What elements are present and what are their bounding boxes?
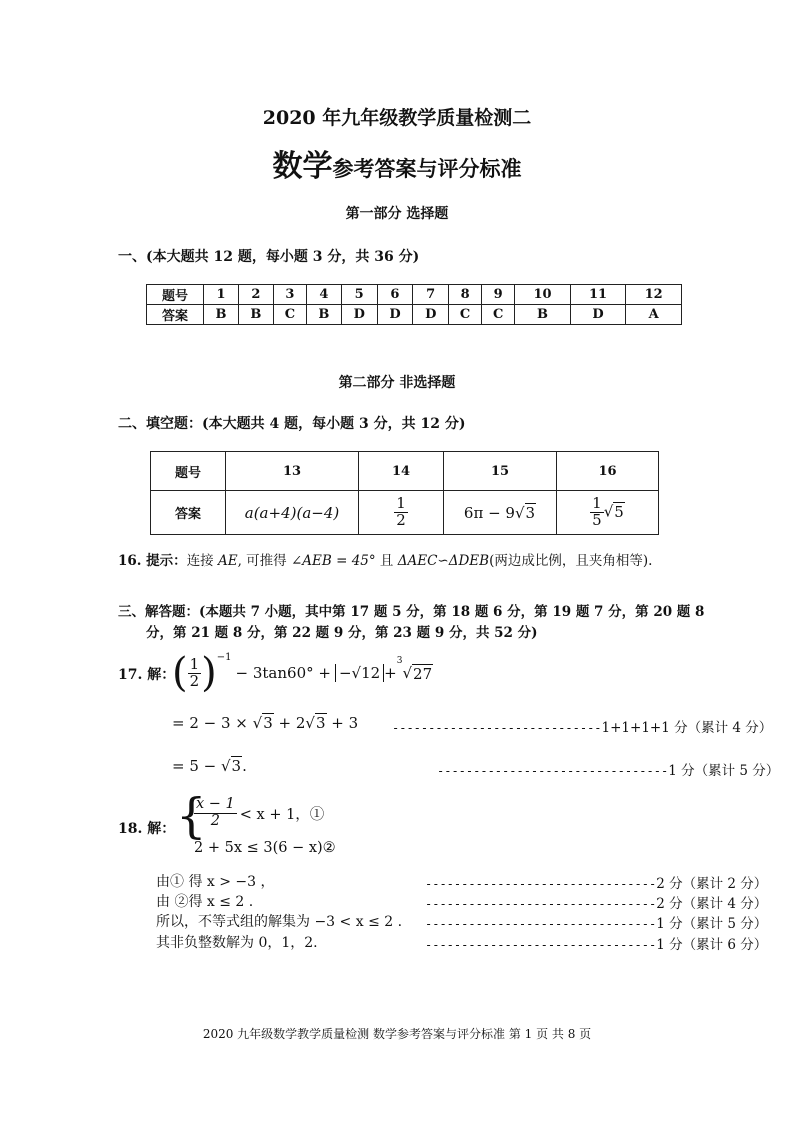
answer-15: 6π − 9√3 (444, 491, 557, 535)
section1-heading: 一、(本大题共 12 题，每小题 3 分，共 36 分) (118, 249, 420, 265)
question-number: 9 (482, 285, 515, 305)
frac-denominator: 2 (189, 671, 200, 690)
row-label: 答案 (151, 491, 226, 535)
score-text: 1 分（累计 6 分） (656, 937, 768, 953)
q17-step1-score (392, 716, 772, 736)
answer-cell: B (306, 305, 341, 325)
radicand: 3 (263, 714, 273, 732)
question-number: 16 (557, 452, 659, 491)
frac-denominator: 5 (592, 511, 602, 529)
question-number: 12 (626, 285, 682, 305)
answer-cell: B (238, 305, 273, 325)
question-number: 4 (306, 285, 341, 305)
q17-step1: = 2 − 3 × √3 + 2√3 + 3 (172, 714, 359, 732)
radicand: 3 (525, 503, 536, 522)
frac-numerator: 1 (592, 494, 602, 513)
row-label: 题号 (151, 452, 226, 491)
q17-expression: ( $\frac{1}{2}$ ) $^{-1}$ − 3tan60° + −√12 + $^3$ √ 27 (172, 650, 433, 696)
hint-16 (118, 549, 652, 569)
expr-part: − 3tan60° + (235, 664, 331, 682)
score-dashes: -------------------------------- (425, 877, 657, 891)
table-row (151, 452, 659, 491)
expr-part: = 5 − (172, 757, 221, 775)
answer-cell: C (273, 305, 306, 325)
expr-part: + 2 (273, 714, 306, 732)
hint-text: 连接 (186, 553, 218, 569)
question-number: 1 (204, 285, 239, 305)
answer-cell: A (626, 305, 682, 325)
q17-label: 17. 解： (118, 667, 176, 683)
q18-line: 所以，不等式组的解集为 −3 < x ≤ 2 . (156, 914, 403, 930)
score-dashes: -------------------------------- (425, 917, 657, 931)
row-label: 答案 (147, 305, 204, 325)
section3-heading-line2: 分，第 21 题 8 分，第 22 题 9 分，第 23 题 9 分，共 52 分) (146, 625, 538, 641)
score-text: 1+1+1+1 分（累计 4 分） (601, 720, 773, 736)
abs-value: −√12 (335, 664, 384, 682)
question-number: 6 (377, 285, 413, 305)
answer-15-prefix: 6π − 9 (463, 503, 515, 522)
section2-heading: 二、填空题：(本大题共 4 题，每小题 3 分，共 12 分) (118, 416, 466, 432)
q18-line: 由 ②得 x ≤ 2 . (156, 894, 254, 910)
part2-heading: 第二部分 非选择题 (338, 375, 456, 391)
page-footer: 2020 九年级数学教学质量检测 数学参考答案与评分标准 第 1 页 共 8 页 (202, 1027, 592, 1041)
q18-label: 18. 解： (118, 821, 176, 837)
row-label: 题号 (147, 285, 204, 305)
hint-label: 16. 提示： (118, 553, 187, 569)
radicand: 3 (315, 714, 326, 732)
frac-numerator: 1 (189, 654, 200, 673)
answer-cell: B (515, 305, 571, 325)
score-dashes: -------------------------------- (425, 938, 657, 952)
score-text: 1 分（累计 5 分） (656, 916, 768, 932)
q18-brace: { (176, 788, 207, 844)
q17-step2: = 5 − √3. (172, 757, 247, 775)
hint-text: (两边成比例，且夹角相等). (489, 553, 653, 569)
answer-cell: D (377, 305, 413, 325)
choice-answer-table (146, 284, 682, 325)
q18-line: 其非负整数解为 0，1，2. (156, 935, 318, 951)
q18-line-score (425, 912, 767, 932)
answer-cell: C (449, 305, 482, 325)
table-row (147, 305, 682, 325)
doc-title: 2020 年九年级教学质量检测二 (262, 107, 532, 129)
expr-part: = 2 − 3 × (172, 714, 253, 732)
radicand: 5 (614, 502, 624, 521)
score-dashes: -------------------------------- (425, 897, 657, 911)
answer-16: $\frac{1}{5}$ √5 (557, 491, 659, 535)
q18-line-score (425, 933, 767, 953)
part1-heading: 第一部分 选择题 (345, 206, 449, 222)
answer-cell: D (570, 305, 626, 325)
frac-denominator: 2 (210, 812, 220, 829)
answer-cell: C (482, 305, 515, 325)
radicand: 3 (231, 757, 242, 775)
section3-heading-line1: 三、解答题：(本题共 7 小题，其中第 17 题 5 分，第 18 题 6 分，第 19 题 7 分，第 20 题 8 (118, 604, 705, 620)
doc-subtitle (0, 141, 794, 185)
hint-angle: ∠AEB = 45° (290, 553, 376, 569)
answer-cell: D (341, 305, 377, 325)
exponent: −1 (216, 652, 232, 663)
answer-cell: B (204, 305, 239, 325)
frac-numerator: x − 1 (196, 796, 235, 813)
hint-segment: AE (217, 553, 238, 569)
question-number: 5 (341, 285, 377, 305)
answer-cell: D (413, 305, 449, 325)
hint-similar: ΔAEC∽ΔDEB (397, 553, 490, 569)
fill-answer-table (150, 451, 659, 535)
question-number: 8 (449, 285, 482, 305)
q17-step2-score (437, 759, 779, 779)
question-number: 7 (413, 285, 449, 305)
question-number: 11 (570, 285, 626, 305)
hint-text: , 可推得 (237, 553, 291, 569)
question-number: 3 (273, 285, 306, 305)
hint-text: 且 (375, 553, 398, 569)
frac-numerator: 1 (396, 494, 406, 513)
subtitle-subject: 数学 (272, 149, 333, 184)
table-row (151, 491, 659, 535)
cbrt-index: 3 (396, 656, 403, 666)
question-number: 14 (359, 452, 444, 491)
score-dashes: -------------------------------- (437, 764, 669, 778)
question-number: 10 (515, 285, 571, 305)
score-text: 2 分（累计 4 分） (656, 896, 768, 912)
q18-system (194, 792, 336, 856)
question-number: 15 (444, 452, 557, 491)
score-text: 1 分（累计 5 分） (668, 763, 780, 779)
answer-14 (359, 491, 444, 535)
question-number: 13 (226, 452, 359, 491)
table-row (147, 285, 682, 305)
question-number: 2 (238, 285, 273, 305)
expr-part: + (384, 664, 397, 682)
expr-part: + 3 (326, 714, 359, 732)
frac-denominator: 2 (396, 511, 406, 529)
score-text: 2 分（累计 2 分） (656, 876, 768, 892)
answer-13: a(a+4)(a−4) (226, 491, 359, 535)
inequality-2: 2 + 5x ≤ 3(6 − x)② (194, 840, 336, 856)
inequality-1: < x + 1，① (239, 806, 325, 823)
q18-line-score (425, 872, 767, 892)
score-dashes: ----------------------------- (392, 721, 602, 735)
q18-line-score (425, 892, 767, 912)
expr-part: . (242, 757, 247, 775)
q18-line: 由① 得 x > −3 ， (156, 874, 275, 890)
subtitle-rest: 参考答案与评分标准 (332, 156, 522, 181)
radicand: 27 (413, 664, 433, 683)
